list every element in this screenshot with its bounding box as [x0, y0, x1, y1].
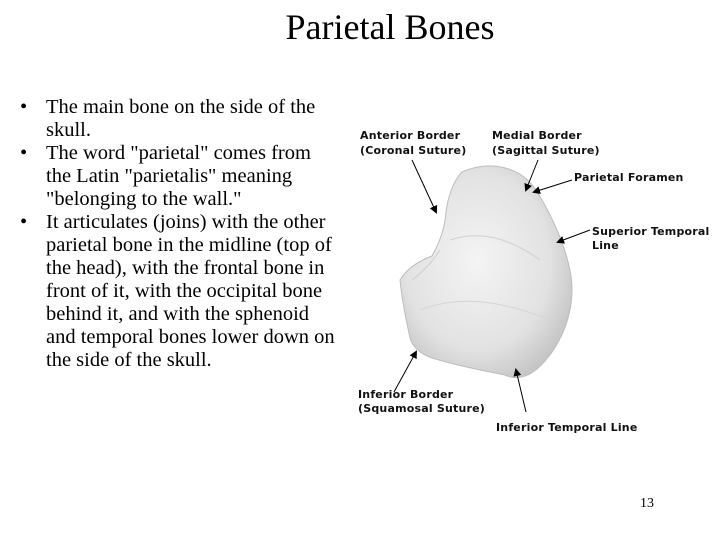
parietal-bone-figure — [350, 120, 720, 450]
bullet-item — [18, 96, 338, 142]
label-inferior-temporal-line: Inferior Temporal Line — [496, 421, 638, 434]
label-inferior-border: Inferior Border — [358, 388, 454, 401]
label-coronal-suture: (Coronal Suture) — [360, 144, 467, 157]
bullet-text: The main bone on the side of the skull. — [46, 96, 316, 141]
bullet-text: It articulates (joins) with the other parietal bone in the midline (top of the head), with the frontal bone in front of it, with the occipital bone behind it, and with the sphenoid and temporal bones lower down on the side of the skull. — [46, 211, 335, 371]
slide-title: Parietal Bones — [285, 7, 495, 47]
bullet-text: The word "parietal" comes from the Latin "parietalis" meaning "belonging to the wall." — [46, 142, 311, 210]
label-superior-temporal-line: Line — [592, 239, 619, 252]
label-squamosal-suture: (Squamosal Suture) — [358, 402, 486, 415]
arrow-parietal-foramen — [534, 180, 572, 192]
bullet-dot: • — [20, 211, 28, 233]
bone-shape — [400, 166, 572, 378]
label-anterior-border: Anterior Border — [360, 129, 461, 142]
label-parietal-foramen: Parietal Foramen — [574, 171, 684, 184]
bullet-dot: • — [20, 96, 28, 118]
arrow-inferior-border — [394, 352, 416, 392]
bullet-item — [18, 211, 338, 372]
bullet-list — [18, 96, 338, 372]
page-number: 13 — [640, 496, 654, 511]
arrow-anterior-border — [412, 160, 436, 212]
label-medial-border: Medial Border — [492, 129, 582, 142]
label-sagittal-suture: (Sagittal Suture) — [492, 144, 600, 157]
bullet-item — [18, 142, 338, 211]
label-superior-temporal: Superior Temporal — [592, 225, 710, 238]
bullet-dot: • — [20, 142, 28, 164]
arrow-superior-temporal-line — [558, 230, 590, 242]
